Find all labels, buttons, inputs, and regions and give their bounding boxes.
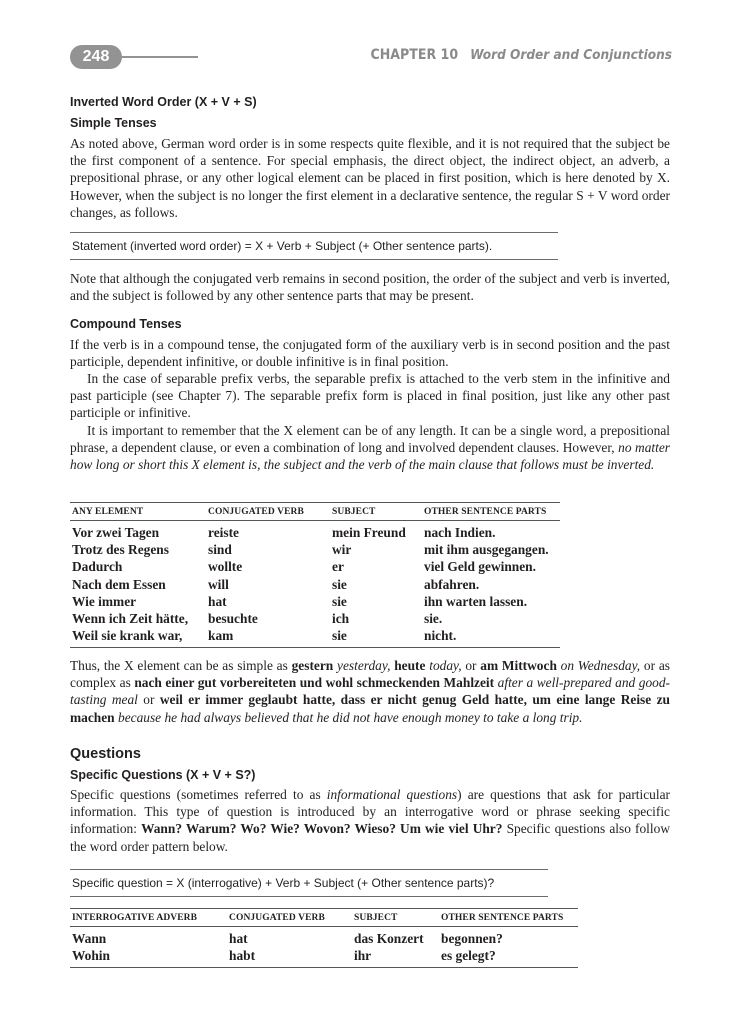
x-element-examples-paragraph xyxy=(70,657,670,726)
table-cell: Wenn ich Zeit hätte, xyxy=(72,611,189,627)
inverted-examples-table xyxy=(70,502,560,648)
term-italic: informational questions xyxy=(326,787,458,802)
table-row xyxy=(70,947,578,968)
table-cell: das Konzert xyxy=(354,931,424,946)
subheading-specific-questions: Specific Questions (X + V + S?) xyxy=(70,768,256,782)
table-row xyxy=(70,627,560,648)
x-element-emphasis: no matter how long or short this X element is, the subject and the verb of the main clause that follows must be inverted. xyxy=(70,440,670,473)
column-header: OTHER SENTENCE PARTS xyxy=(439,909,578,927)
table-cell: mit ihm ausgegangen. xyxy=(424,542,549,558)
table-cell: Wohin xyxy=(72,948,110,964)
english-gloss: on Wednesday, xyxy=(560,658,641,673)
table-cell: wollte xyxy=(208,559,243,575)
table-cell: sie xyxy=(332,576,347,592)
column-header: SUBJECT xyxy=(330,503,422,521)
statement-rule-box xyxy=(70,232,558,260)
table-cell: reiste xyxy=(208,525,239,540)
table-cell: besuchte xyxy=(208,611,258,627)
table-cell: ihn warten lassen. xyxy=(424,593,528,609)
table-cell: habt xyxy=(229,948,256,964)
subheading-simple-tenses: Simple Tenses xyxy=(70,116,157,130)
table-cell: Nach dem Essen xyxy=(72,576,166,592)
text-run: or xyxy=(137,692,160,708)
interrogative-words: Wann? Warum? Wo? Wie? Wovon? Wieso? Um wie viel Uhr? xyxy=(141,821,503,837)
compound-paragraph-3 xyxy=(70,422,670,474)
specific-questions-paragraph xyxy=(70,786,670,855)
table-row xyxy=(70,593,560,610)
table-cell: Wie immer xyxy=(72,593,137,609)
german-term: weil er immer geglaubt hatte, dass er nicht genug Geld hatte, um eine lange Reise zu machen xyxy=(70,692,670,725)
question-rule-box xyxy=(70,869,548,897)
simple-tenses-paragraph: As noted above, German word order is in some respects quite flexible, and it is not required that the subject be the first component of a sentence. For special emphasis, the direct object, the indirect object, an adverb, a prepositional phrase, or any other logical element can be placed in first position, which is here denoted by X. However, when the subject is no longer the first element in a declarative sentence, the regular S + V word order changes, as follows. xyxy=(70,136,670,220)
table-cell: will xyxy=(208,576,229,592)
text-run: Thus, the X element can be as simple as xyxy=(70,658,292,673)
english-gloss: because he had always believed that he did not have enough money to take a long trip. xyxy=(118,709,583,725)
compound-paragraph-1: If the verb is in a compound tense, the conjugated form of the auxiliary verb is in second position and the past participle, dependent infinitive, or double infinitive is in final position. xyxy=(70,337,670,370)
table-cell: hat xyxy=(208,593,227,609)
question-rule: Specific question = X (interrogative) + Verb + Subject (+ Other sentence parts)? xyxy=(72,876,495,890)
table-cell: nach Indien. xyxy=(424,525,496,540)
english-gloss: today, xyxy=(429,658,462,673)
table-cell: Trotz des Regens xyxy=(72,542,169,558)
table-row xyxy=(70,521,560,542)
chapter-title: Word Order and Conjunctions xyxy=(470,47,672,63)
table-cell: hat xyxy=(229,931,248,946)
column-header: CONJUGATED VERB xyxy=(227,909,352,927)
table-cell: Wann xyxy=(72,931,107,946)
compound-paragraph-2: In the case of separable prefix verbs, the separable prefix is attached to the verb stem in the infinitive and past participle (see Chapter 7). The separable prefix form is placed in final position, just like any other past participle or infinitive. xyxy=(70,371,670,421)
table-header-row xyxy=(70,503,560,521)
table-cell: er xyxy=(332,559,344,575)
english-gloss: yesterday, xyxy=(337,658,391,673)
table-cell: begonnen? xyxy=(441,931,503,946)
text-run: or as complex as xyxy=(70,658,670,691)
x-element-length-text: It is important to remember that the X element can be of any length. It can be a single word, a prepositional phrase, a dependent clause, or even a combination of long and involved dependent clauses. However, xyxy=(70,423,670,456)
table-cell: kam xyxy=(208,628,234,644)
running-header xyxy=(70,44,672,72)
table-cell: ich xyxy=(332,611,350,627)
english-gloss: after a well-prepared and good-tasting meal xyxy=(70,675,670,708)
table-cell: abfahren. xyxy=(424,576,480,592)
question-examples-table xyxy=(70,908,578,968)
table-cell: sie xyxy=(332,628,347,644)
table-cell: ihr xyxy=(354,948,372,964)
column-header: OTHER SENTENCE PARTS xyxy=(422,503,560,521)
german-term: am Mittwoch xyxy=(480,658,557,673)
chapter-heading xyxy=(371,47,672,63)
table-row xyxy=(70,576,560,593)
column-header: CONJUGATED VERB xyxy=(206,503,330,521)
table-cell: sie. xyxy=(424,611,443,627)
german-term: gestern xyxy=(291,658,334,673)
inversion-note: Note that although the conjugated verb remains in second position, the order of the subject and verb is inverted, and the subject is followed by any other sentence parts that may be present. xyxy=(70,271,670,304)
subheading-compound-tenses: Compound Tenses xyxy=(70,317,182,331)
german-term: nach einer gut vorbereiteten und wohl schmeckenden Mahlzeit xyxy=(134,675,495,691)
table-cell: nicht. xyxy=(424,628,457,644)
header-rule xyxy=(120,56,198,58)
column-header: SUBJECT xyxy=(352,909,439,927)
chapter-label: CHAPTER 10 xyxy=(370,47,459,63)
table-cell: es gelegt? xyxy=(441,948,496,964)
column-header: ANY ELEMENT xyxy=(70,503,206,521)
section-heading-inverted: Inverted Word Order (X + V + S) xyxy=(70,95,257,109)
table-row xyxy=(70,558,560,575)
table-cell: Vor zwei Tagen xyxy=(72,525,160,540)
table-cell: sind xyxy=(208,542,232,558)
text-run: ) are questions that ask for particular information. This type of question is introduced by an interrogative word or phrase seeking specific information: xyxy=(70,787,670,837)
page-number: 248 xyxy=(70,45,122,69)
text-run: or xyxy=(461,658,481,673)
table-cell: sie xyxy=(332,593,347,609)
table-cell: Weil sie krank war, xyxy=(72,628,183,644)
section-heading-questions: Questions xyxy=(70,746,141,762)
statement-rule: Statement (inverted word order) = X + Verb + Subject (+ Other sentence parts). xyxy=(72,239,493,253)
table-row xyxy=(70,610,560,627)
german-term: heute xyxy=(394,658,426,673)
table-cell: wir xyxy=(332,542,352,558)
table-row xyxy=(70,927,578,948)
column-header: INTERROGATIVE ADVERB xyxy=(70,909,227,927)
text-run: Specific questions (sometimes referred to as xyxy=(70,787,327,802)
table-cell: viel Geld gewinnen. xyxy=(424,559,536,575)
table-row xyxy=(70,541,560,558)
table-cell: Dadurch xyxy=(72,559,123,575)
text-run: Specific questions also follow the word order pattern below. xyxy=(70,821,670,854)
table-header-row xyxy=(70,909,578,927)
table-cell: mein Freund xyxy=(332,525,406,540)
